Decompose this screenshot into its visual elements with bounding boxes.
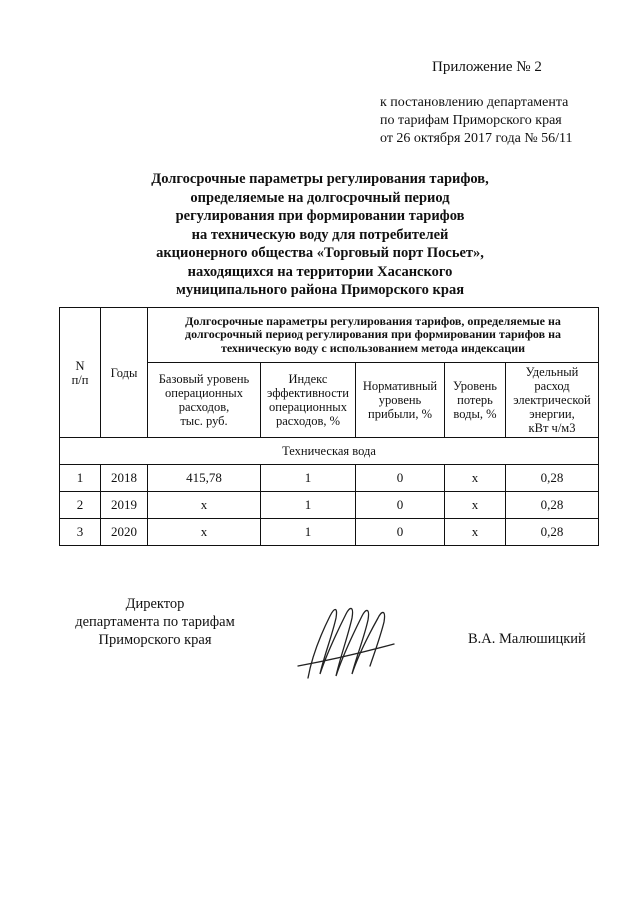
header-loss-l1: Уровень — [452, 379, 498, 393]
cell-water-loss: x — [445, 465, 506, 492]
header-efficiency-l2: эффективности — [267, 386, 349, 400]
title-line-3: регулирования при формировании тарифов — [175, 208, 465, 224]
signatory-line-3: Приморского края — [98, 632, 212, 648]
header-energy-l4: кВт ч/м3 — [528, 421, 576, 435]
header-base-opex-l1: Базовый уровень — [158, 372, 250, 386]
table-row — [60, 465, 599, 492]
header-base-opex-l4: тыс. руб. — [180, 414, 228, 428]
title-line-5: акционерного общества «Торговый порт Посьет», — [156, 245, 484, 261]
cell-profit-level: 0 — [356, 465, 445, 492]
signatory-position — [60, 595, 250, 649]
cell-energy: 0,28 — [506, 519, 599, 546]
cell-water-loss: x — [445, 519, 506, 546]
header-profit-l3: прибыли, % — [368, 407, 432, 421]
header-energy-l2: электрической — [513, 393, 591, 407]
cell-efficiency-index: 1 — [261, 519, 356, 546]
header-efficiency-l4: расходов, % — [275, 414, 341, 428]
cell-year: 2019 — [101, 492, 148, 519]
title-line-6: находящихся на территории Хасанского — [187, 263, 453, 280]
appendix-line-3: от 26 октября 2017 года № 56/11 — [380, 131, 573, 146]
header-profit-l1: Нормативный — [362, 379, 438, 393]
signatory-line-2: департамента по тарифам — [75, 614, 235, 630]
header-energy-consumption — [506, 363, 599, 438]
header-np — [60, 308, 101, 438]
cell-water-loss: x — [445, 492, 506, 519]
header-years: Годы — [101, 308, 148, 438]
cell-profit-level: 0 — [356, 492, 445, 519]
cell-n: 2 — [60, 492, 101, 519]
header-base-opex-l2: операционных — [165, 386, 243, 400]
header-profit-level — [356, 363, 445, 438]
tariff-parameters-table — [59, 307, 599, 546]
signatory-line-1: Директор — [125, 596, 185, 612]
cell-n: 1 — [60, 465, 101, 492]
cell-efficiency-index: 1 — [261, 465, 356, 492]
header-base-opex — [148, 363, 261, 438]
section-technical-water: Техническая вода — [60, 438, 599, 465]
cell-year: 2020 — [101, 519, 148, 546]
header-efficiency-l1: Индекс — [288, 372, 328, 386]
cell-base-opex: x — [148, 519, 261, 546]
title-line-4: на техническую воду для потребителей — [191, 226, 449, 243]
header-profit-l2: уровень — [378, 393, 422, 407]
header-np-line-1: N — [75, 358, 85, 373]
table-row — [60, 492, 599, 519]
header-energy-l3: энергии, — [529, 407, 575, 421]
appendix-number: Приложение № 2 — [432, 59, 542, 75]
header-base-opex-l3: расходов, — [178, 400, 230, 414]
cell-year: 2018 — [101, 465, 148, 492]
cell-base-opex: 415,78 — [148, 465, 261, 492]
cell-n: 3 — [60, 519, 101, 546]
cell-energy: 0,28 — [506, 465, 599, 492]
title-line-7: муниципального района Приморского края — [175, 282, 465, 298]
header-water-loss — [445, 363, 506, 438]
handwritten-signature — [290, 596, 400, 686]
header-group: Долгосрочные параметры регулирования тарифов, определяемые на долгосрочный период регулирования при формировании тарифов на техническую воду с использованием метода индексации — [148, 308, 599, 363]
table-row — [60, 519, 599, 546]
cell-base-opex: x — [148, 492, 261, 519]
cell-efficiency-index: 1 — [261, 492, 356, 519]
appendix-header — [380, 58, 620, 148]
header-loss-l2: потерь — [457, 393, 493, 407]
cell-profit-level: 0 — [356, 519, 445, 546]
appendix-line-2: по тарифам Приморского края — [380, 113, 562, 128]
cell-energy: 0,28 — [506, 492, 599, 519]
header-efficiency-index — [261, 363, 356, 438]
document-title — [120, 170, 520, 300]
signatory-name: В.А. Малюшицкий — [468, 631, 586, 647]
title-line-2: определяемые на долгосрочный период — [190, 189, 450, 206]
title-line-1: Долгосрочные параметры регулирования тарифов, — [151, 171, 489, 187]
header-energy-l1: Удельный расход — [525, 365, 579, 393]
header-loss-l3: воды, % — [453, 407, 497, 421]
appendix-line-1: к постановлению департамента — [380, 95, 569, 110]
header-efficiency-l3: операционных — [269, 400, 347, 414]
header-np-line-2: п/п — [71, 372, 89, 387]
